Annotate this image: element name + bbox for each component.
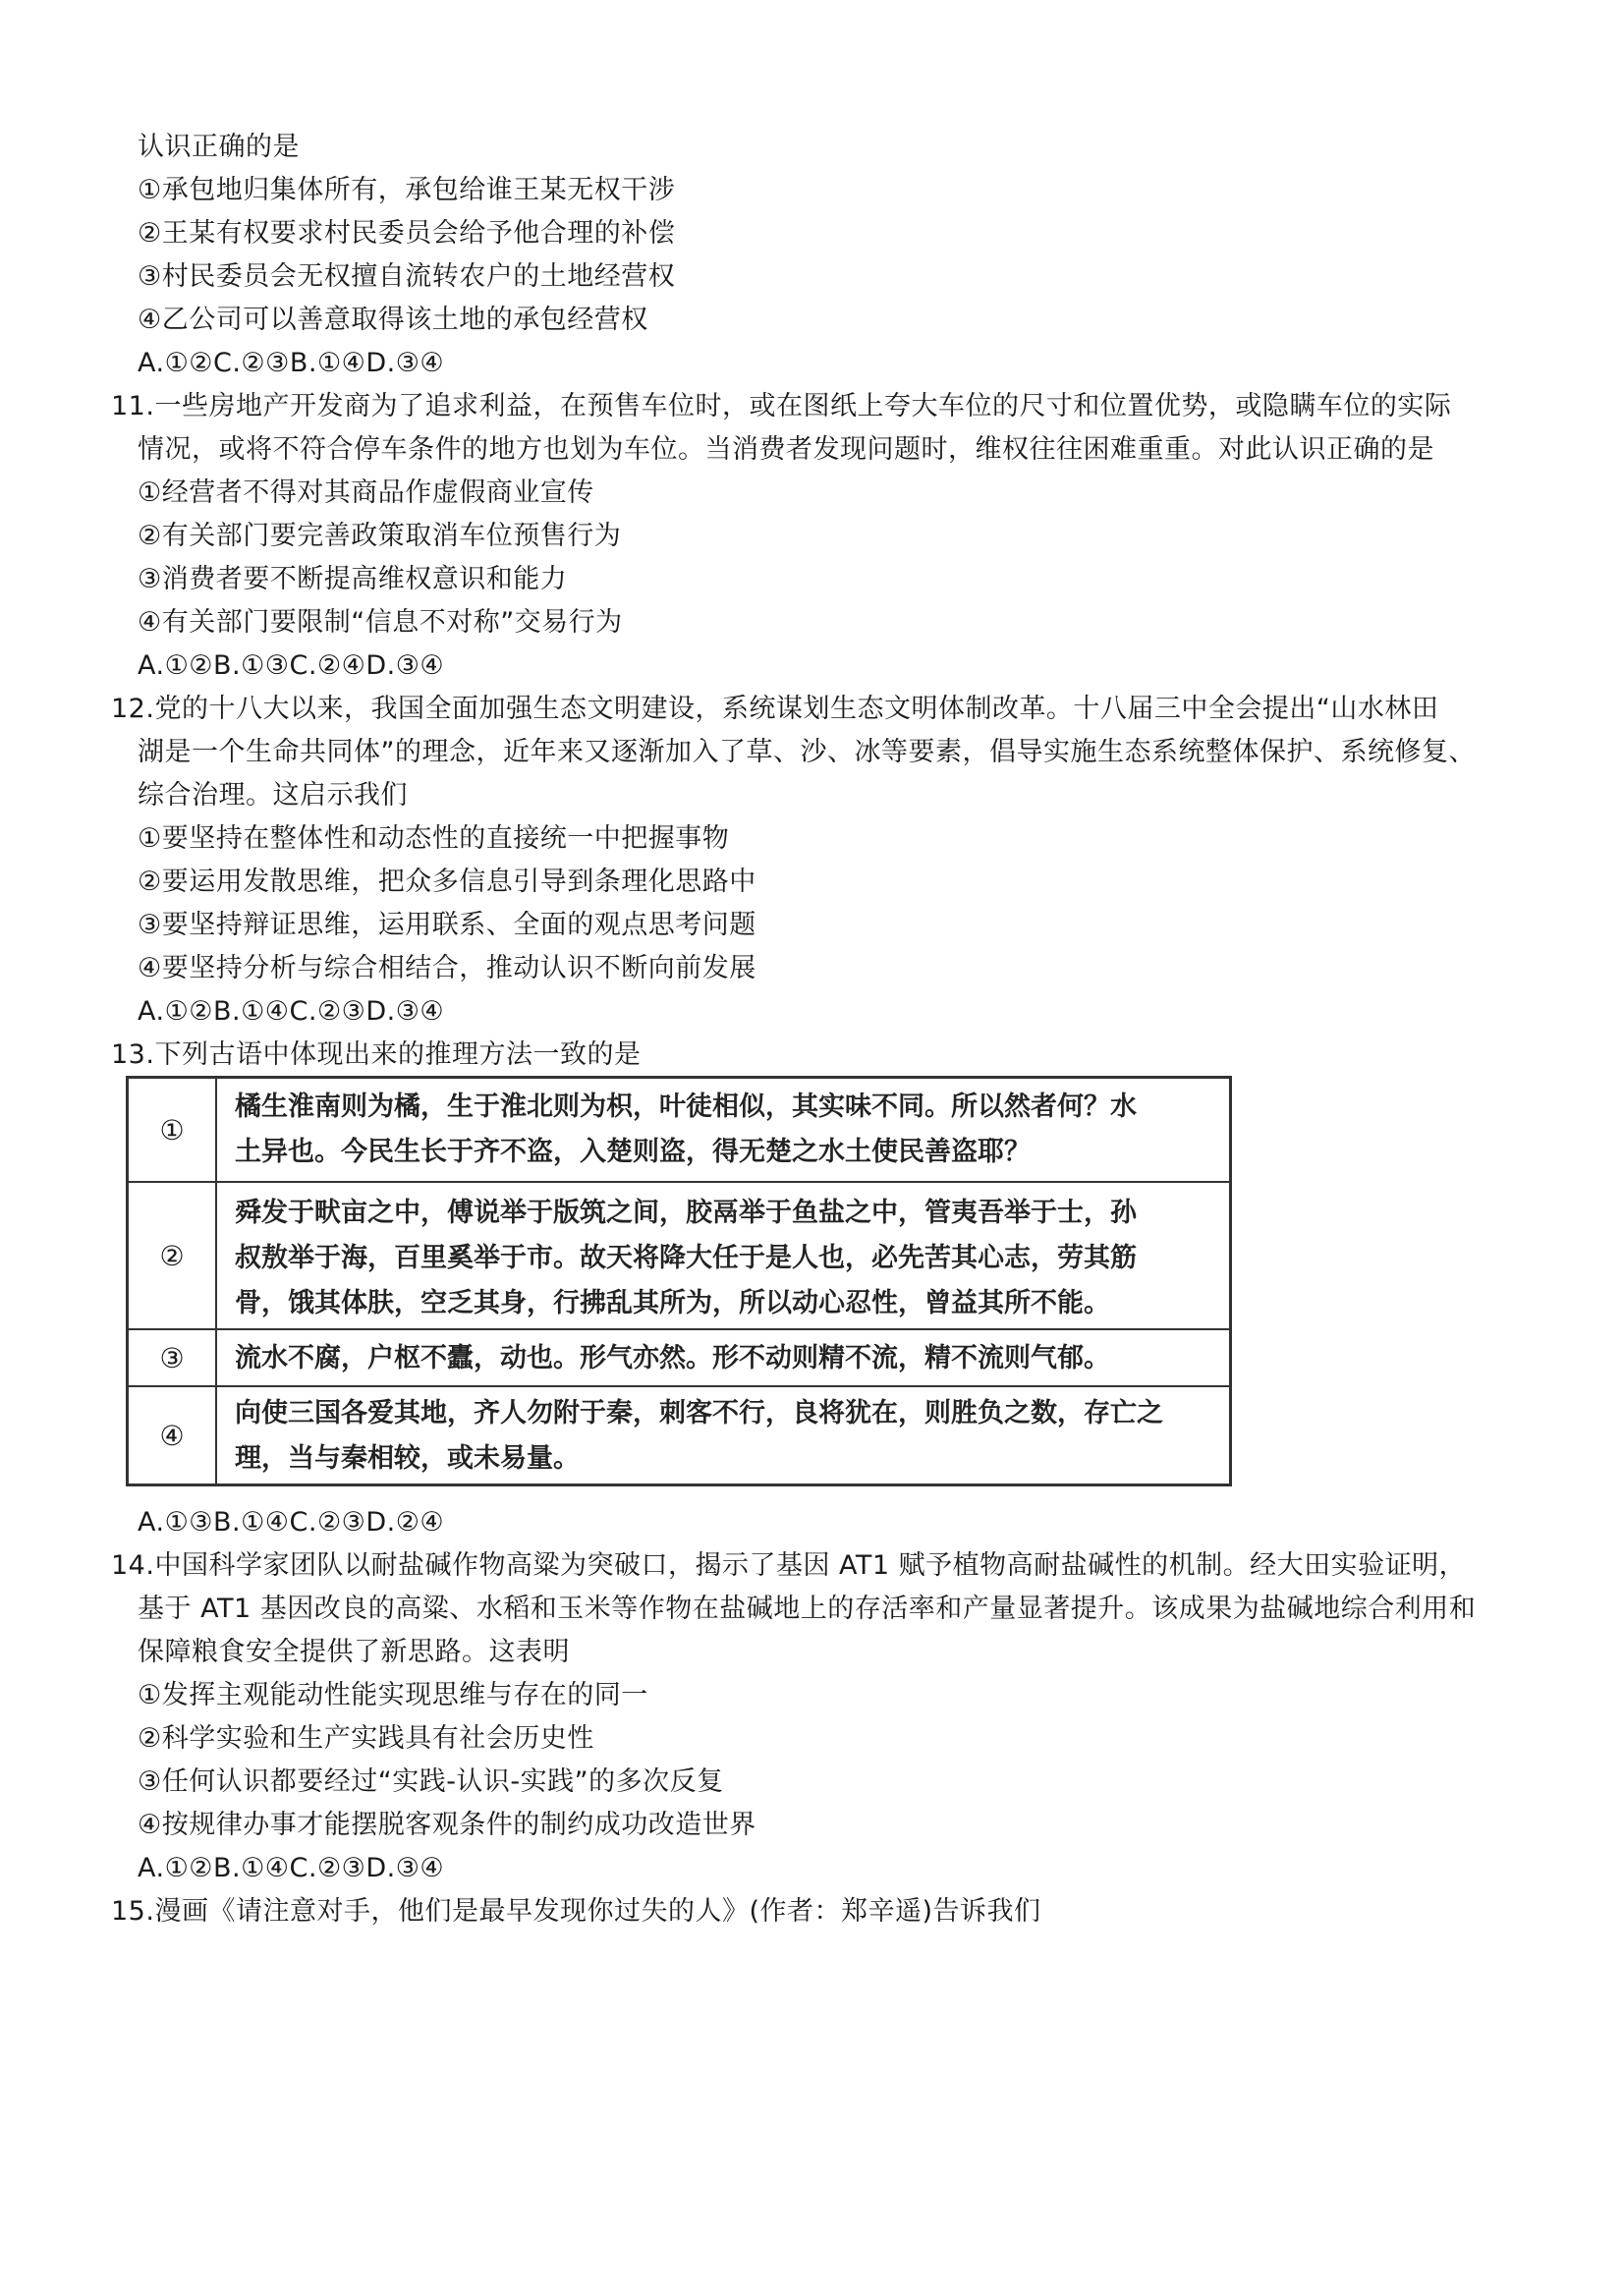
- q12-option-2: ②要运用发散思维，把众多信息引导到条理化思路中: [138, 867, 756, 897]
- q14-choices: A.①②B.①④C.②③D.③④: [138, 1853, 445, 1883]
- q12-option-3: ③要坚持辩证思维，运用联系、全面的观点思考问题: [138, 910, 756, 940]
- row-number: ②: [129, 1183, 217, 1328]
- q10-option-4: ④乙公司可以善意取得该土地的承包经营权: [138, 305, 648, 335]
- table-row: [129, 1181, 1229, 1328]
- table-row: [129, 1385, 1229, 1484]
- q13-choices: A.①③B.①④C.②③D.②④: [138, 1507, 445, 1538]
- q14-option-4: ④按规律办事才能摆脱客观条件的制约成功改造世界: [138, 1810, 756, 1840]
- q14-stem-line-2: 基于 AT1 基因改良的高粱、水稻和玉米等作物在盐碱地上的存活率和产量显著提升。该成果为盐碱地综合利用和: [138, 1594, 1477, 1624]
- quote-line: 骨，饿其体肤，空乏其身，行拂乱其所为，所以动心忍性，曾益其所不能。: [235, 1288, 1110, 1318]
- quote-line: 叔敖举于海，百里奚举于市。故天将降大任于是人也，必先苦其心志，劳其筋: [235, 1243, 1137, 1273]
- q13-stem: 13.下列古语中体现出来的推理方法一致的是: [111, 1039, 642, 1070]
- q14-stem-line-3: 保障粮食安全提供了新思路。这表明: [138, 1637, 570, 1667]
- q11-stem-line-2: 情况，或将不符合停车条件的地方也划为车位。当消费者发现问题时，维权往往困难重重。对此认识正确的是: [138, 434, 1434, 465]
- q12-choices: A.①②B.①④C.②③D.③④: [138, 996, 445, 1027]
- table-row: [129, 1328, 1229, 1385]
- q11-option-3: ③消费者要不断提高维权意识和能力: [138, 564, 568, 594]
- q11-option-2: ②有关部门要完善政策取消车位预售行为: [138, 521, 622, 551]
- quotes-table: [126, 1076, 1232, 1486]
- row-number: ①: [129, 1079, 217, 1181]
- q11-option-1: ①经营者不得对其商品作虚假商业宣传: [138, 477, 594, 508]
- q10-option-2: ②王某有权要求村民委员会给予他合理的补偿: [138, 218, 676, 249]
- q14-option-2: ②科学实验和生产实践具有社会历史性: [138, 1723, 594, 1754]
- q14-stem-line-1: 14.中国科学家团队以耐盐碱作物高粱为突破口，揭示了基因 AT1 赋予植物高耐盐碱性的机制。经大田实验证明，: [111, 1550, 1467, 1581]
- q10-choices: A.①②C.②③B.①④D.③④: [138, 348, 445, 378]
- row-number: ③: [129, 1330, 217, 1385]
- quote-line: 橘生淮南则为橘，生于淮北则为枳，叶徒相似，其实味不同。所以然者何？水: [235, 1092, 1137, 1122]
- q12-stem-line-3: 综合治理。这启示我们: [138, 780, 408, 811]
- q14-option-3: ③任何认识都要经过“实践-认识-实践”的多次反复: [138, 1766, 724, 1797]
- q12-option-1: ①要坚持在整体性和动态性的直接统一中把握事物: [138, 823, 730, 854]
- quote-line: 向使三国各爱其地，齐人勿附于秦，刺客不行，良将犹在，则胜负之数，存亡之: [235, 1398, 1163, 1428]
- q11-choices: A.①②B.①③C.②④D.③④: [138, 650, 445, 681]
- q11-stem-line-1: 11.一些房地产开发商为了追求利益，在预售车位时，或在图纸上夸大车位的尺寸和位置优势，或隐瞒车位的实际: [111, 391, 1452, 421]
- q10-option-3: ③村民委员会无权擅自流转农户的土地经营权: [138, 261, 676, 292]
- q10-option-1: ①承包地归集体所有，承包给谁王某无权干涉: [138, 175, 676, 205]
- quote-line: 理，当与秦相较，或未易量。: [235, 1443, 580, 1474]
- table-row: [129, 1079, 1229, 1181]
- q15-stem: 15.漫画《请注意对手，他们是最早发现你过失的人》(作者：郑辛遥)告诉我们: [111, 1896, 1041, 1927]
- row-number: ④: [129, 1387, 217, 1484]
- q10-stem-tail: 认识正确的是: [138, 132, 300, 162]
- quote-line: 土异也。今民生长于齐不盗，入楚则盗，得无楚之水土使民善盗耶？: [235, 1137, 1031, 1167]
- quote-line: 流水不腐，户枢不蠹，动也。形气亦然。形不动则精不流，精不流则气郁。: [235, 1343, 1110, 1373]
- q14-option-1: ①发挥主观能动性能实现思维与存在的同一: [138, 1680, 648, 1710]
- q12-option-4: ④要坚持分析与综合相结合，推动认识不断向前发展: [138, 953, 756, 983]
- q12-stem-line-2: 湖是一个生命共同体”的理念，近年来又逐渐加入了草、沙、冰等要素，倡导实施生态系统整体保护、系统修复、: [138, 737, 1476, 767]
- q12-stem-line-1: 12.党的十八大以来，我国全面加强生态文明建设，系统谋划生态文明体制改革。十八届三中全会提出“山水林田: [111, 694, 1439, 724]
- quote-line: 舜发于畎亩之中，傅说举于版筑之间，胶鬲举于鱼盐之中，管夷吾举于士，孙: [235, 1198, 1137, 1228]
- q11-option-4: ④有关部门要限制“信息不对称”交易行为: [138, 607, 623, 638]
